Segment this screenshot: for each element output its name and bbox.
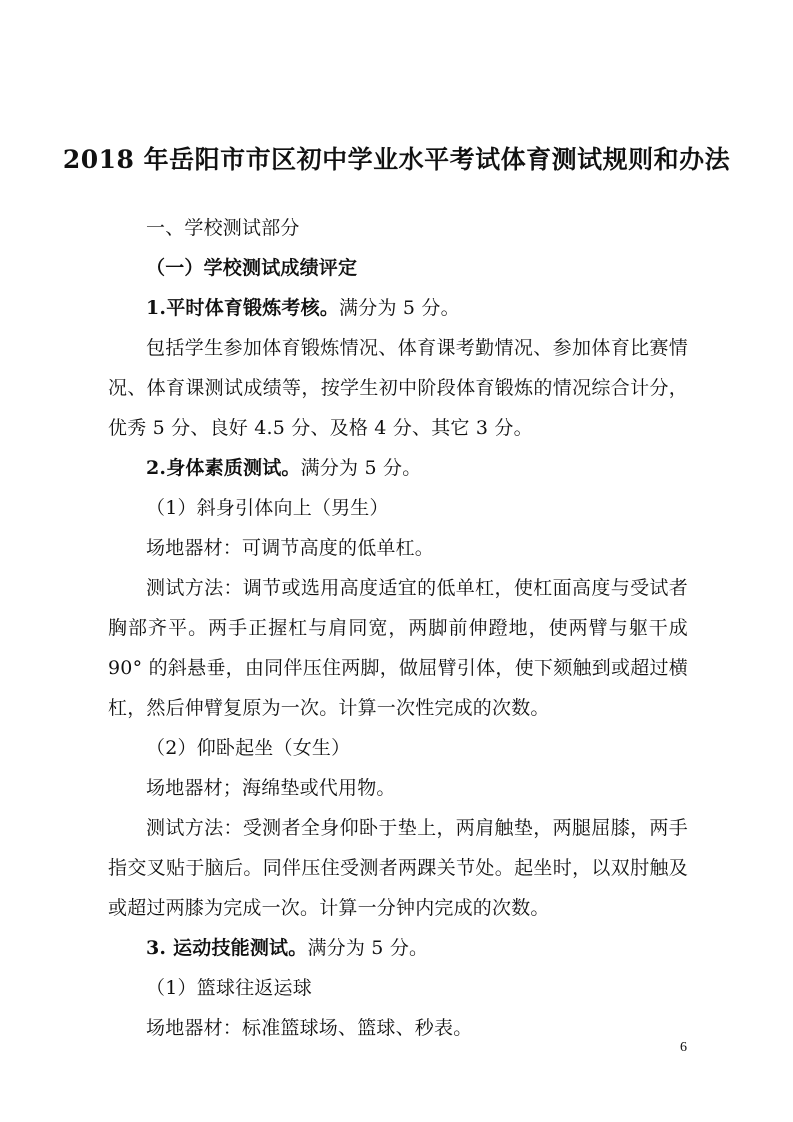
item-heading-3	[108, 928, 688, 968]
sub-item-heading: （2）仰卧起坐（女生）	[146, 737, 351, 759]
sub-item-heading: （1）篮球往返运球	[146, 977, 312, 999]
item-heading-3-bold: 3. 运动技能测试。	[146, 937, 308, 959]
item-heading-3-rest: 满分为 5 分。	[307, 937, 429, 959]
paragraph: 包括学生参加体育锻炼情况、体育课考勤情况、参加体育比赛情况、体育课测试成绩等，按学生初中阶段体育锻炼的情况综合计分，优秀 5 分、良好 4.5 分、及格 4 分、其它 3 分。	[108, 337, 688, 439]
paragraph: 测试方法：调节或选用高度适宜的低单杠，使杠面高度与受试者胸部齐平。两手正握杠与肩同宽，两脚前伸蹬地，使两臂与躯干成 90° 的斜悬垂，由同伴压住两脚，做屈臂引体，使下颏触到或超过横杠，然后伸臂复原为一次。计算一次性完成的次数。	[108, 577, 688, 719]
document-body	[108, 208, 688, 1048]
item-heading-1-rest: 满分为 5 分。	[339, 297, 460, 319]
page-number: 6	[680, 1040, 687, 1055]
paragraph: 场地器材；海绵垫或代用物。	[146, 777, 396, 799]
sub-item-heading: （1）斜身引体向上（男生）	[146, 497, 389, 519]
item-heading-2-bold: 2.身体素质测试。	[146, 457, 301, 479]
paragraph: 场地器材：可调节高度的低单杠。	[146, 537, 435, 559]
item-heading-2	[108, 448, 688, 488]
subsection-heading: （一）学校测试成绩评定	[146, 257, 358, 279]
section-heading: 一、学校测试部分	[146, 217, 300, 239]
item-heading-1	[108, 288, 688, 328]
item-heading-2-rest: 满分为 5 分。	[300, 457, 422, 479]
paragraph: 测试方法：受测者全身仰卧于垫上，两肩触垫，两腿屈膝，两手指交叉贴于脑后。同伴压住受测者两踝关节处。起坐时，以双肘触及或超过两膝为完成一次。计算一分钟内完成的次数。	[108, 817, 688, 919]
paragraph: 场地器材：标准篮球场、篮球、秒表。	[146, 1017, 473, 1039]
document-title: 2018 年岳阳市市区初中学业水平考试体育测试规则和办法	[62, 145, 731, 174]
item-heading-1-bold: 1.平时体育锻炼考核。	[146, 297, 340, 319]
